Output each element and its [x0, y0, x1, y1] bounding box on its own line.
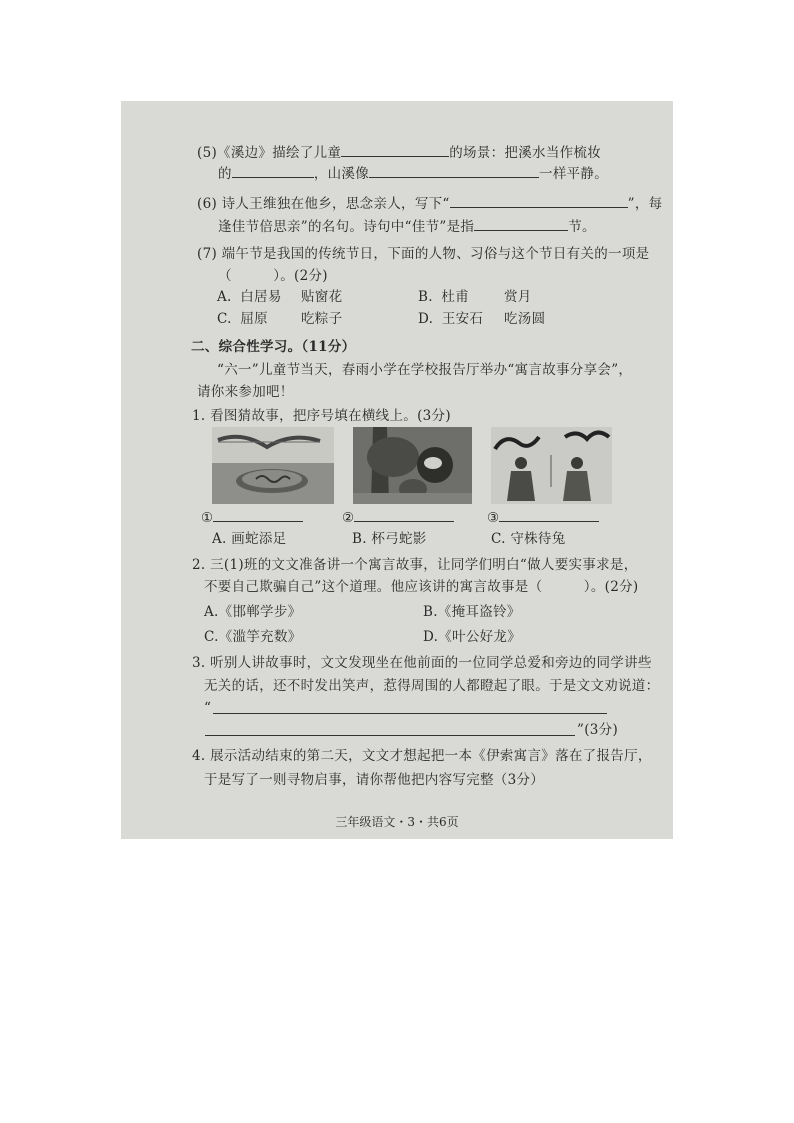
q6-text-b: ”，每	[627, 196, 663, 212]
q6-text-d: 节。	[568, 219, 596, 235]
slot-number: ①	[201, 510, 214, 526]
q6-line1	[197, 195, 662, 213]
q5-text-c: 的	[218, 166, 232, 182]
bleed-through-text	[451, 261, 583, 277]
q5-blank-2[interactable]	[232, 165, 314, 178]
q6-line2	[218, 218, 596, 236]
section-title: 二、综合性学习。（11分）	[191, 339, 356, 355]
option-name: 王安石	[441, 311, 484, 327]
picture-two-men	[491, 427, 612, 504]
slot-blank[interactable]	[354, 509, 454, 522]
option-letter: A.	[217, 289, 232, 305]
s3-line1: 3. 听别人讲故事时，文文发现坐在他前面的一位同学总爱和旁边的同学讲些	[192, 655, 652, 671]
picture-bow-cup	[212, 427, 334, 504]
option-name: 屈原	[240, 311, 268, 327]
q5-line1	[197, 144, 601, 162]
s2-option-c[interactable]: C.《滥竽充数》	[204, 629, 302, 645]
q7-answer-blank[interactable]: （ ）。(2分)	[218, 268, 328, 284]
q7-option-b[interactable]	[418, 288, 532, 306]
q6-text-c: 逢佳节倍思亲”的名句。诗句中“佳节”是指	[218, 219, 475, 235]
option-name: 白居易	[240, 289, 282, 305]
slot-number: ②	[342, 510, 355, 526]
slot-number: ③	[487, 510, 500, 526]
s4-line2: 于是写了一则寻物启事，请你帮他把内容写完整（3分）	[204, 772, 545, 788]
q5-text-d: ，山溪像	[313, 166, 370, 182]
s3-line2: 无关的话，还不时发出笑声，惹得周围的人都瞪起了眼。于是文文劝说道：	[204, 678, 660, 694]
q5-text-a: (5)《溪边》描绘了儿童	[197, 145, 342, 161]
q5-blank-3[interactable]	[369, 165, 539, 178]
q7-option-a[interactable]	[217, 288, 343, 306]
q5-blank-1[interactable]	[341, 144, 449, 157]
s2-option-a[interactable]: A.《邯郸学步》	[204, 604, 302, 620]
s3-answer-line-2[interactable]	[205, 735, 575, 736]
q7-question: (7) 端午节是我国的传统节日，下面的人物、习俗与这个节日有关的一项是	[197, 246, 650, 262]
section-intro-1: “六一”儿童节当天，春雨小学在学校报告厅举办“寓言故事分享会”，	[217, 362, 633, 378]
option-letter: C.	[217, 311, 232, 327]
s1-choice-c: C. 守株待兔	[491, 531, 566, 547]
s2-line1: 2. 三(1)班的文文准备讲一个寓言故事，让同学们明白“做人要实事求是，	[192, 557, 638, 573]
s2-option-b[interactable]: B.《掩耳盗铃》	[423, 604, 521, 620]
option-custom: 吃粽子	[301, 311, 343, 327]
option-name: 杜甫	[441, 289, 470, 305]
s1-slot-3[interactable]	[487, 509, 599, 527]
q7-option-d[interactable]	[418, 310, 546, 328]
page-footer: 三年级语文・3・共6页	[335, 815, 459, 829]
q6-blank-1[interactable]	[450, 195, 628, 208]
s1-slot-1[interactable]	[201, 509, 303, 527]
q5-text-e: 一样平静。	[539, 166, 609, 182]
s1-prompt: 1. 看图猜故事，把序号填在横线上。(3分)	[192, 408, 451, 424]
picture-tree-rabbit	[353, 427, 472, 504]
s3-open-quote: “	[204, 700, 212, 716]
s1-choice-b: B. 杯弓蛇影	[352, 531, 427, 547]
q5-line2	[218, 165, 608, 183]
option-custom: 贴窗花	[301, 289, 343, 305]
s3-close-quote: ”(3分)	[577, 722, 619, 738]
q7-option-c[interactable]	[217, 310, 343, 328]
section-intro-2: 请你来参加吧！	[197, 384, 294, 400]
slot-blank[interactable]	[213, 509, 303, 522]
s1-choice-a: A. 画蛇添足	[212, 531, 287, 547]
s4-line1: 4. 展示活动结束的第二天，文文才想起把一本《伊索寓言》落在了报告厅，	[192, 748, 652, 764]
slot-blank[interactable]	[499, 509, 599, 522]
s3-answer-line-1[interactable]	[213, 713, 607, 714]
q5-text-b: 的场景：把溪水当作梳妆	[449, 145, 602, 161]
q6-blank-2[interactable]	[474, 218, 568, 231]
s1-slot-2[interactable]	[342, 509, 454, 527]
exam-page	[121, 101, 673, 839]
option-custom: 吃汤圆	[504, 311, 546, 327]
option-letter: D.	[418, 311, 434, 327]
option-letter: B.	[418, 289, 433, 305]
q6-text-a: (6) 诗人王维独在他乡，思念亲人，写下“	[197, 196, 450, 212]
s2-option-d[interactable]: D.《叶公好龙》	[423, 629, 522, 645]
option-custom: 赏月	[504, 289, 532, 305]
s2-line2[interactable]: 不要自己欺骗自己”这个道理。他应该讲的寓言故事是（ ）。(2分)	[204, 579, 639, 595]
